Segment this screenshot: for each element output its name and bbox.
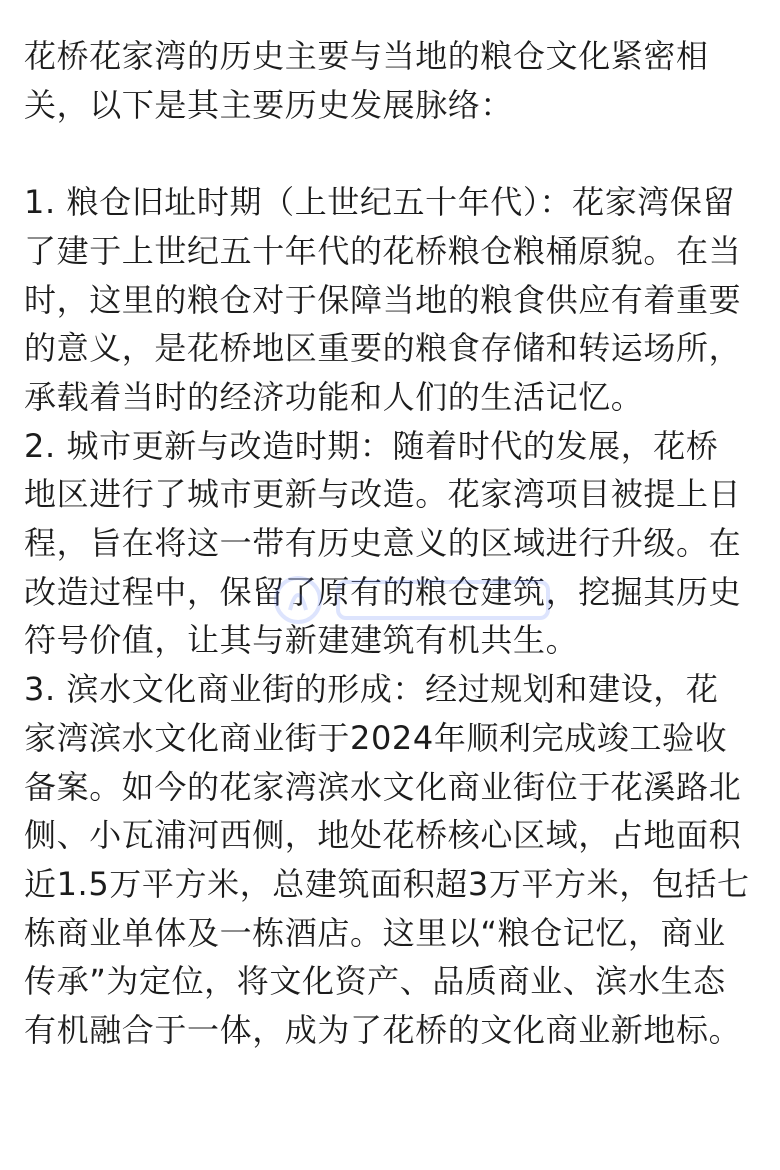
intro-paragraph: 花桥花家湾的历史主要与当地的粮仓文化紧密相 关，以下是其主要历史发展脉络： xyxy=(24,37,709,124)
article-body xyxy=(24,32,754,1055)
section-3-paragraph: 3. 滨水文化商业街的形成：经过规划和建设，花 家湾滨水文化商业街于2024年顺利完成竣工验收 备案。如今的花家湾滨水文化商业街位于花溪路北 侧、小瓦浦河西侧，地处花桥核心区域，占地面积 近1.5万平方米，总建筑面积超3万平方米，包括七 栋商业单体及一栋酒店。这里以“粮仓记忆，商业 传承”为定位，将文化资产、品质商业、滨水生态 有机融合于一体，成为了花桥的文化商业新地标。 xyxy=(24,670,750,1050)
paragraph-gap xyxy=(24,129,754,178)
section-2-paragraph: 2. 城市更新与改造时期：随着时代的发展，花桥 地区进行了城市更新与改造。花家湾项目被提上日 程，旨在将这一带有历史意义的区域进行升级。在 改造过程中，保留了原有的粮仓建筑，挖掘其历史 符号价值，让其与新建建筑有机共生。 xyxy=(24,426,742,660)
section-1-paragraph: 1. 粮仓旧址时期（上世纪五十年代）：花家湾保留 了建于上世纪五十年代的花桥粮仓粮桶原貌。在当 时，这里的粮仓对于保障当地的粮食供应有着重要 的意义，是花桥地区重要的粮食存储和转运场所， 承载着当时的经济功能和人们的生活记忆。 xyxy=(24,183,742,416)
